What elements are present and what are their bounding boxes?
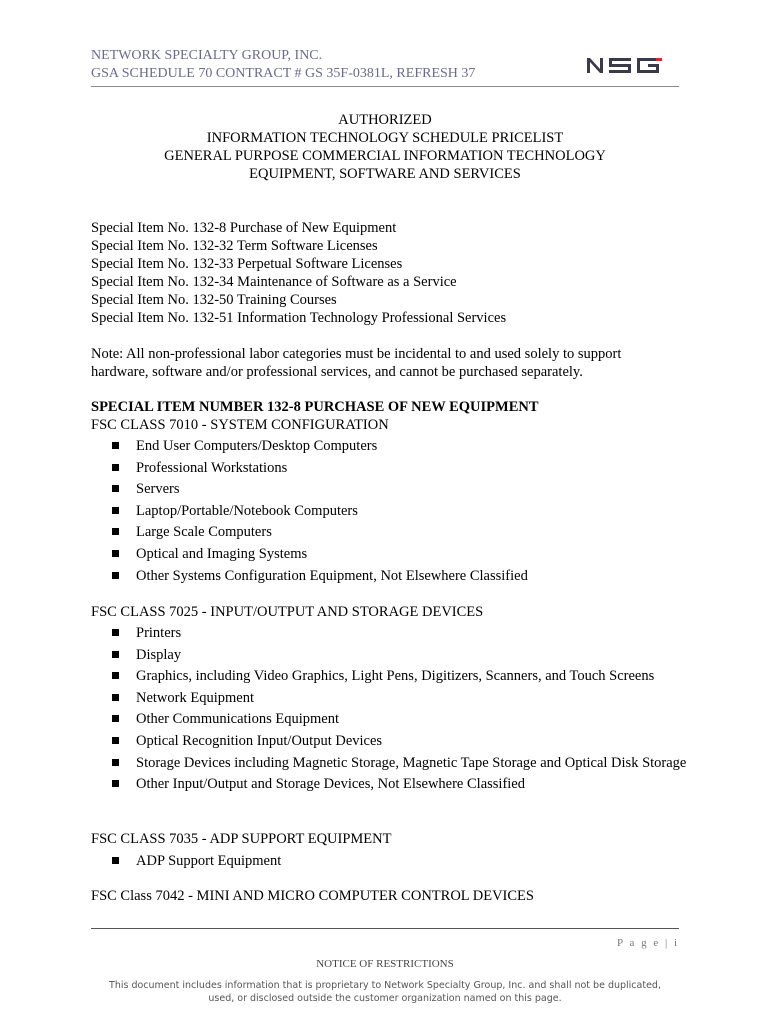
fsc-7035-list bbox=[111, 852, 691, 874]
bullet-icon bbox=[112, 737, 119, 744]
list-item: Printers bbox=[111, 624, 691, 642]
special-item: Special Item No. 132-8 Purchase of New Equipment bbox=[91, 220, 397, 236]
fsc-7035-title: FSC CLASS 7035 - ADP SUPPORT EQUIPMENT bbox=[91, 831, 392, 847]
list-item: Large Scale Computers bbox=[111, 523, 691, 541]
fsc-7025-list bbox=[111, 624, 691, 797]
title-line-3: GENERAL PURPOSE COMMERCIAL INFORMATION TECHNOLOGY bbox=[164, 148, 606, 164]
labor-note: Note: All non-professional labor categories must be incidental to and used solely to support hardware, software and/or professional services, and cannot be purchased separately. bbox=[91, 346, 622, 380]
list-item: Laptop/Portable/Notebook Computers bbox=[111, 502, 691, 520]
special-item: Special Item No. 132-33 Perpetual Software Licenses bbox=[91, 256, 403, 272]
fsc-7042-title: FSC Class 7042 - MINI AND MICRO COMPUTER CONTROL DEVICES bbox=[91, 888, 534, 904]
bullet-icon bbox=[112, 780, 119, 787]
bullet-icon bbox=[112, 694, 119, 701]
list-item: ADP Support Equipment bbox=[111, 852, 691, 870]
list-item: Network Equipment bbox=[111, 689, 691, 707]
list-item: Optical and Imaging Systems bbox=[111, 545, 691, 563]
sin-heading: SPECIAL ITEM NUMBER 132-8 PURCHASE OF NEW EQUIPMENT bbox=[91, 399, 539, 415]
list-item: Other Input/Output and Storage Devices, Not Elsewhere Classified bbox=[111, 775, 691, 793]
page-number: P a g e | i bbox=[617, 937, 679, 949]
bullet-icon bbox=[112, 550, 119, 557]
fsc-7010-title: FSC CLASS 7010 - SYSTEM CONFIGURATION bbox=[91, 417, 389, 433]
bullet-icon bbox=[112, 651, 119, 658]
bullet-icon bbox=[112, 759, 119, 766]
bullet-icon bbox=[112, 442, 119, 449]
contract-number: GSA SCHEDULE 70 CONTRACT # GS 35F-0381L, REFRESH 37 bbox=[91, 66, 476, 81]
title-line-2: INFORMATION TECHNOLOGY SCHEDULE PRICELIST bbox=[206, 130, 564, 146]
fsc-7025-title: FSC CLASS 7025 - INPUT/OUTPUT AND STORAGE DEVICES bbox=[91, 604, 484, 620]
bullet-icon bbox=[112, 715, 119, 722]
fsc-7010-list bbox=[111, 437, 691, 588]
bullet-icon bbox=[112, 464, 119, 471]
header-divider bbox=[91, 86, 679, 87]
title-line-1: AUTHORIZED bbox=[338, 112, 432, 128]
bullet-icon bbox=[112, 629, 119, 636]
list-item: Professional Workstations bbox=[111, 459, 691, 477]
page-header bbox=[91, 47, 475, 83]
bullet-icon bbox=[112, 528, 119, 535]
list-item: Other Systems Configuration Equipment, Not Elsewhere Classified bbox=[111, 567, 691, 585]
title-line-4: EQUIPMENT, SOFTWARE AND SERVICES bbox=[249, 166, 521, 182]
list-item: Optical Recognition Input/Output Devices bbox=[111, 732, 691, 750]
list-item: Graphics, including Video Graphics, Light Pens, Digitizers, Scanners, and Touch Screens bbox=[111, 667, 691, 685]
bullet-icon bbox=[112, 572, 119, 579]
special-item: Special Item No. 132-34 Maintenance of Software as a Service bbox=[91, 274, 457, 290]
special-item: Special Item No. 132-32 Term Software Licenses bbox=[91, 238, 378, 254]
notice-title: NOTICE OF RESTRICTIONS bbox=[316, 958, 454, 970]
bullet-icon bbox=[112, 485, 119, 492]
special-item: Special Item No. 132-50 Training Courses bbox=[91, 292, 337, 308]
company-name: NETWORK SPECIALTY GROUP, INC. bbox=[91, 48, 323, 63]
list-item: Storage Devices including Magnetic Storage, Magnetic Tape Storage and Optical Disk Storage bbox=[111, 754, 691, 772]
special-items-list bbox=[91, 219, 691, 327]
list-item: Display bbox=[111, 646, 691, 664]
nsg-logo bbox=[585, 55, 677, 75]
notice-body: This document includes information that is proprietary to Network Specialty Group, Inc. and shall not be duplicated, used, or disclosed outside the customer organization named on this page. bbox=[109, 980, 661, 1004]
bullet-icon bbox=[112, 672, 119, 679]
bullet-icon bbox=[112, 507, 119, 514]
list-item: End User Computers/Desktop Computers bbox=[111, 437, 691, 455]
bullet-icon bbox=[112, 857, 119, 864]
list-item: Servers bbox=[111, 480, 691, 498]
list-item: Other Communications Equipment bbox=[111, 710, 691, 728]
pricelist-title bbox=[91, 111, 679, 183]
footer-divider bbox=[91, 928, 679, 929]
special-item: Special Item No. 132-51 Information Technology Professional Services bbox=[91, 310, 507, 326]
